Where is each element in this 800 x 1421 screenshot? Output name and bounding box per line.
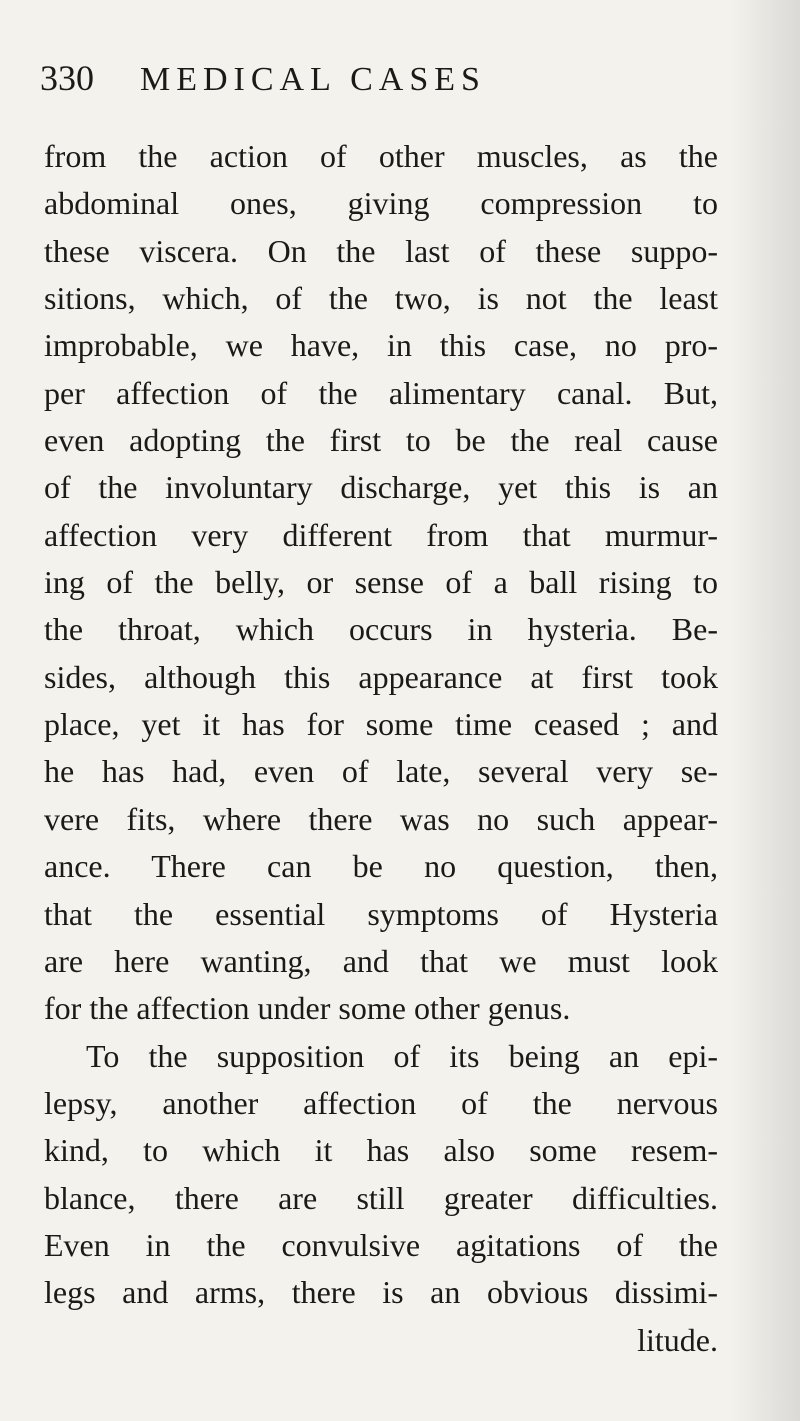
text-line: from the action of other muscles, as the — [44, 138, 718, 174]
text-line: sitions, which, of the two, is not the least — [44, 280, 718, 317]
page-number: 330 — [40, 58, 94, 98]
text-line: legs and arms, there is an obvious dissimi- — [44, 1274, 718, 1311]
text-line: he has had, even of late, several very se- — [44, 753, 718, 790]
running-head — [40, 58, 740, 98]
page-gutter-shadow — [730, 0, 800, 1421]
text-line: vere fits, where there was no such appear- — [44, 800, 718, 837]
text-line: ance. There can be no question, then, — [44, 848, 718, 885]
text-line: the throat, which occurs in hysteria. Be- — [44, 611, 718, 648]
text-line: that the essential symptoms of Hysteria — [44, 895, 718, 932]
text-line: per affection of the alimentary canal. But, — [44, 374, 718, 411]
text-line: abdominal ones, giving compression to — [44, 185, 718, 222]
text-line: affection very different from that murmur- — [44, 516, 718, 553]
text-line: even adopting the first to be the real cause — [44, 422, 718, 459]
text-line: sides, although this appearance at first took — [44, 658, 718, 695]
text-line: are here wanting, and that we must look — [44, 942, 718, 979]
paragraph-start-line: To the supposition of its being an epi- — [86, 1037, 718, 1074]
text-line: these viscera. On the last of these suppo- — [44, 232, 718, 269]
text-line: place, yet it has for some time ceased ; and — [44, 706, 718, 743]
text-line: Even in the convulsive agitations of the — [44, 1226, 718, 1263]
text-line: lepsy, another affection of the nervous — [44, 1084, 718, 1121]
text-line: kind, to which it has also some resem- — [44, 1132, 718, 1169]
show-through-bleed — [50, 1346, 350, 1376]
text-line: blance, there are still greater difficulties. — [44, 1179, 718, 1216]
hyphen-continuation-line: litude. — [637, 1321, 718, 1358]
text-line: of the involuntary discharge, yet this is an — [44, 469, 718, 506]
body-text — [44, 133, 718, 1364]
text-line: ing of the belly, or sense of a ball rising to — [44, 564, 718, 601]
paragraph-end-line: for the affection under some other genus. — [44, 990, 571, 1027]
text-line: improbable, we have, in this case, no pro- — [44, 327, 718, 364]
running-title: MEDICAL CASES — [140, 61, 486, 98]
